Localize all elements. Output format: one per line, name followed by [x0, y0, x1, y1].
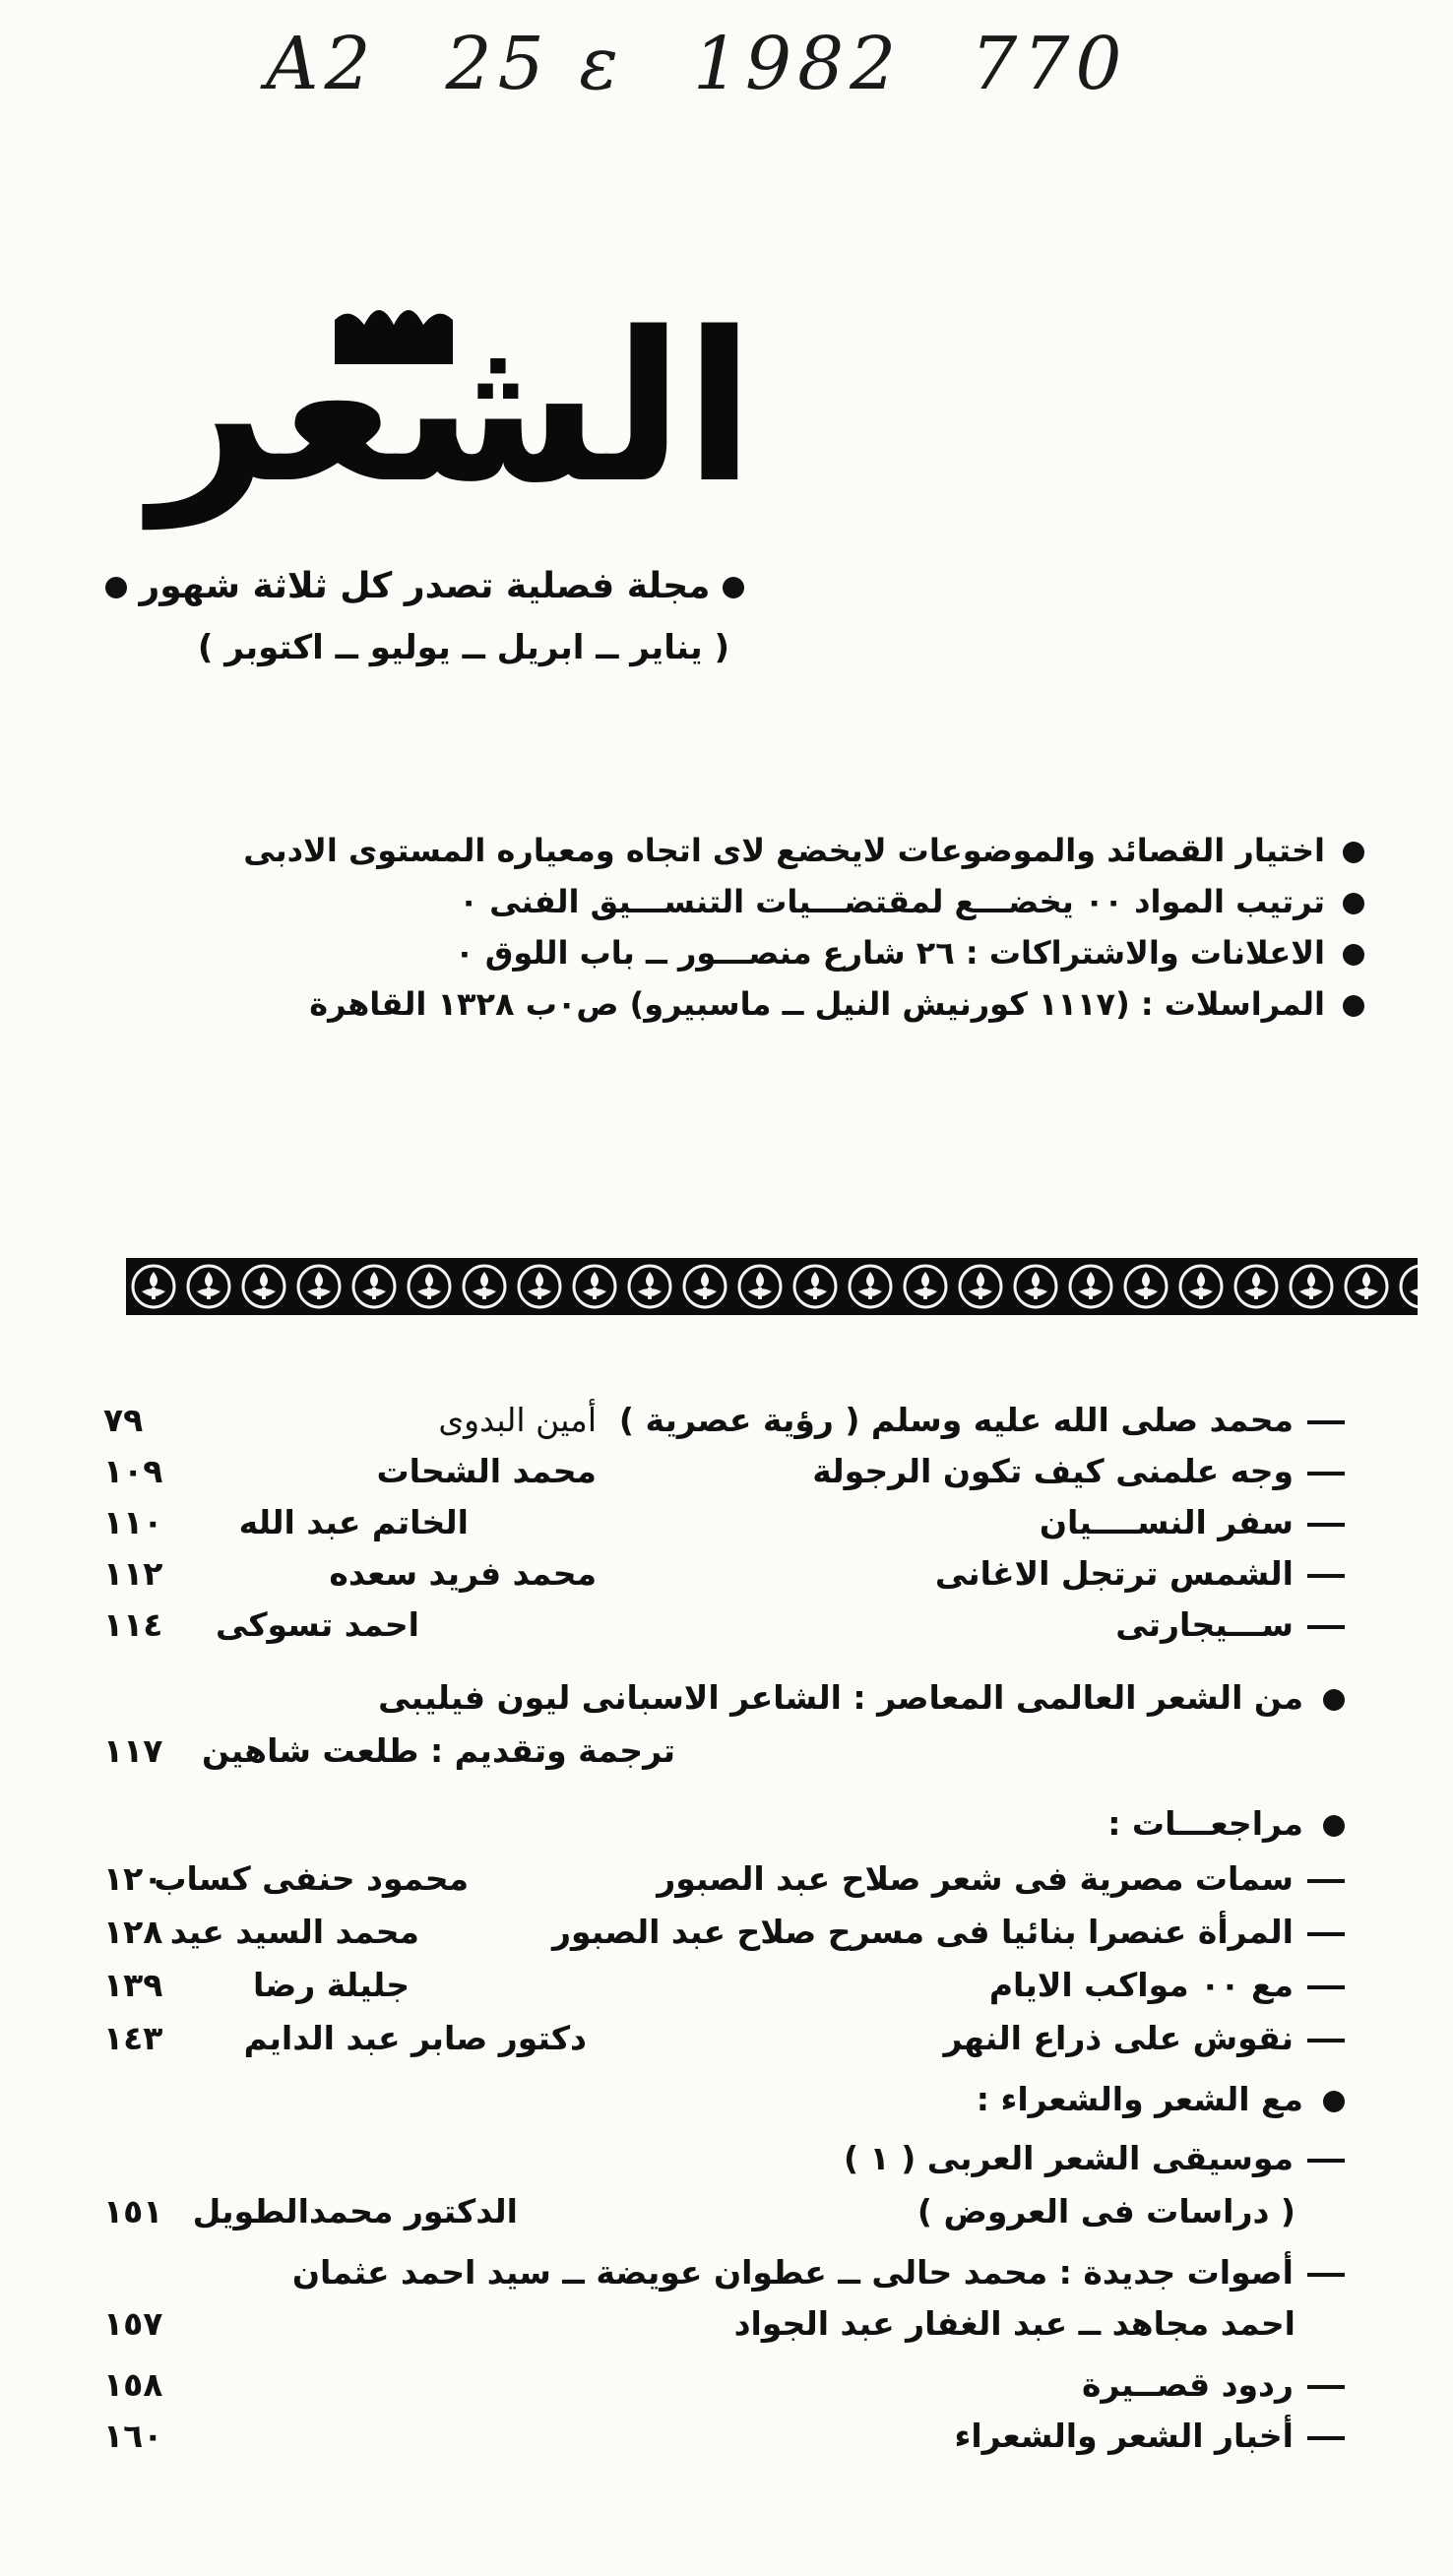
bullet-icon [1343, 995, 1364, 1017]
toc-title: موسيقى الشعر العربى ( ١ ) [844, 2134, 1345, 2183]
toc-author: محمد فريد سعده [329, 1554, 597, 1593]
policy-text: ترتيب المواد ٠٠ يخضـــع لمقتضـــيات التنســـيق الفنى ٠ [459, 883, 1325, 920]
toc-page: ١٢٨ [103, 1913, 163, 1951]
hand-note-b: 25 ε [445, 22, 624, 106]
bullet-icon [1323, 2091, 1345, 2112]
policy-item [282, 927, 1364, 978]
toc-title: محمد صلى الله عليه وسلم ( رؤية عصرية ) [619, 1396, 1345, 1445]
subtitle-frequency [105, 566, 744, 606]
toc-author: أمين البدوى [438, 1401, 597, 1439]
toc-page: ١٢٠ [103, 1859, 163, 1898]
bullet-icon [1343, 842, 1364, 863]
handwritten-note [266, 22, 1197, 106]
toc-section-reviews: مراجعـــات : [1107, 1799, 1345, 1849]
policy-text: الاعلانات والاشتراكات : ٢٦ شارع منصـــور ــ باب اللوق ٠ [455, 934, 1325, 972]
policy-item [282, 876, 1364, 927]
toc-page: ١٠٩ [103, 1452, 163, 1490]
toc-author: محمد السيد عيد [169, 1913, 419, 1951]
toc-author: جليلة رضا [253, 1966, 410, 2004]
subtitle-months: ( يناير ــ ابريل ــ يوليو ــ اكتوبر ) [197, 628, 729, 667]
toc-author: الدكتور محمدالطويل [192, 2192, 518, 2230]
policy-text: المراسلات : (١١١٧ كورنيش النيل ــ ماسبيرو) ص٠ب ١٣٢٨ القاهرة [309, 985, 1325, 1023]
toc-author: احمد تسوكى [215, 1605, 419, 1644]
toc-title: أخبار الشعر والشعراء [954, 2412, 1345, 2461]
bullet-icon [1323, 1815, 1345, 1837]
ornamental-border [126, 1258, 1418, 1315]
toc-title: سفر النســــيان [1040, 1498, 1345, 1547]
toc-author: محمد الشحات [376, 1452, 597, 1490]
hand-note-a: A2 [266, 22, 377, 106]
toc-author: الخاتم عبد الله [238, 1503, 469, 1541]
bullet-icon [1343, 893, 1364, 914]
toc-subtitle: ( دراسات فى العروض ) [916, 2192, 1295, 2230]
toc-title: مع ٠٠ مواكب الايام [989, 1961, 1345, 2010]
toc-title: ردود قصــيرة [1082, 2360, 1345, 2410]
policy-list [243, 825, 1364, 1030]
toc-page: ١١٤ [103, 1605, 163, 1644]
toc-page: ١٣٩ [103, 1966, 163, 2004]
policy-text: اختيار القصائد والموضوعات لايخضع لاى اتجاه ومعياره المستوى الادبى [243, 832, 1325, 869]
subtitle-line1: مجلة فصلية تصدر كل ثلاثة شهور [139, 566, 711, 606]
toc-title: ســـيجارتى [1115, 1601, 1345, 1650]
magazine-logo [151, 287, 755, 529]
toc-title: الشمس ترتجل الاغانى [935, 1549, 1345, 1599]
toc-page: ١٦٠ [103, 2417, 163, 2455]
toc-page: ١٤٣ [103, 2019, 163, 2057]
toc-page: ١١٧ [103, 1731, 163, 1770]
toc-page: ١١٠ [103, 1503, 163, 1541]
toc-page: ١٥٧ [103, 2304, 163, 2343]
bullet-icon [1323, 1689, 1345, 1711]
toc-title: المرأة عنصرا بنائيا فى مسرح صلاح عبد الصبور [552, 1908, 1345, 1957]
toc-page: ١٥١ [103, 2192, 163, 2230]
toc-subtitle: احمد مجاهد ــ عبد الغفار عبد الجواد [733, 2304, 1295, 2343]
toc-title: نقوش على ذراع النهر [943, 2014, 1345, 2063]
toc-page: ١١٢ [103, 1554, 163, 1593]
toc-title: سمات مصرية فى شعر صلاح عبد الصبور [657, 1854, 1345, 1904]
bullet-icon [723, 577, 744, 598]
toc-section-world: من الشعر العالمى المعاصر : الشاعر الاسبانى ليون فيليبى [378, 1673, 1345, 1723]
hand-note-d: 770 [971, 22, 1128, 106]
toc-section-poets: مع الشعر والشعراء : [977, 2075, 1345, 2124]
bullet-icon [1343, 944, 1364, 966]
toc-title: أصوات جديدة : محمد حالى ــ عطوان عويضة ــ سيد احمد عثمان [292, 2248, 1345, 2297]
policy-item [282, 978, 1364, 1030]
toc-page: ١٥٨ [103, 2365, 163, 2404]
hand-note-c: 1982 [692, 22, 903, 106]
toc-world-translator: ترجمة وتقديم : طلعت شاهين [202, 1731, 675, 1770]
policy-item [243, 825, 1364, 876]
bullet-icon [105, 577, 127, 598]
logo-text: الشعر [151, 287, 755, 529]
toc-title: وجه علمنى كيف تكون الرجولة [812, 1447, 1345, 1496]
toc-page: ٧٩ [103, 1401, 144, 1439]
toc-author: محمود حنفى كساب [154, 1859, 469, 1898]
toc-author: دكتور صابر عبد الدايم [243, 2019, 587, 2057]
